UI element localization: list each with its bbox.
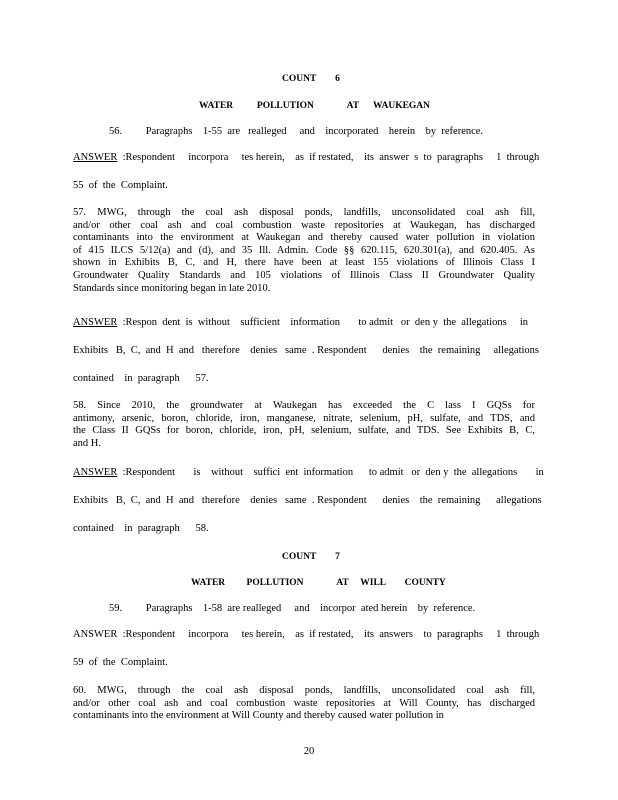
paragraph-58: 58. Since 2010, the groundwater at Waukegan has exceeded the C lass I GQSs for antimony, arsenic, boron, chloride, iron, manganese, nitrate, selenium, pH, sulfate, and TDS, and the Class II GQSs for boron, chloride, iron, pH, selenium, sulfate, and TDS. See Exhibits B, C, and H. — [73, 400, 535, 449]
count-6-subtitle: WATER POLLUTION AT WAUKEGAN — [199, 101, 431, 111]
answer-58-line-3: contained in paragraph 58. — [73, 523, 209, 534]
answer-57-line-3: contained in paragraph 57. — [73, 373, 209, 384]
paragraph-59: 59. Paragraphs 1-58 are realleged and incorpor ated herein by reference. — [109, 603, 476, 614]
answer-57-line-2: Exhibits B, C, and H and therefore denies same . Respondent denies the remaining allegations — [73, 345, 539, 356]
answer-label: ANSWER — [73, 467, 118, 478]
count-7-title: COUNT 7 — [282, 552, 340, 562]
answer-56-line-2: 55 of the Complaint. — [73, 180, 168, 191]
answer-59-line-2: 59 of the Complaint. — [73, 657, 168, 668]
answer-59-line-1: ANSWER :Respondent incorpora tes herein, as if restated, its answers to paragraphs 1 through — [73, 629, 540, 640]
answer-label: ANSWER — [73, 629, 118, 640]
count-7-subtitle: WATER POLLUTION AT WILL COUNTY — [191, 578, 446, 588]
answer-58-line-1: ANSWER :Respondent is without suffici ent information to admit or den y the allegations in — [73, 467, 544, 478]
paragraph-57: 57. MWG, through the coal ash disposal ponds, landfills, unconsolidated coal ash fill, and/or other coal ash and coal combustion waste repositories at Waukegan, has discharged contaminants into the environment at Waukegan and thereby caused water pollution in violation of 415 ILCS 5/12(a) and (d), and 35 Ill. Admin. Code §§ 620.115, 620.301(a), and 620.405. As shown in Exhibits B, C, and H, there have been at least 155 violations of Illinois Class I Groundwater Quality Standards and 105 violations of Illinois Class II Groundwater Quality Standards since monitoring began in late 2010. — [73, 207, 535, 294]
answer-label: ANSWER — [73, 317, 118, 328]
paragraph-56: 56. Paragraphs 1-55 are realleged and incorporated herein by reference. — [109, 126, 484, 137]
answer-58-line-2: Exhibits B, C, and H and therefore denies same . Respondent denies the remaining allegations — [73, 495, 542, 506]
paragraph-60: 60. MWG, through the coal ash disposal ponds, landfills, unconsolidated coal ash fill, and/or other coal ash and coal combustion waste repositories at Will County, has discharged contaminants into the environment at Will County and thereby caused water pollution in — [73, 685, 535, 722]
count-6-title: COUNT 6 — [282, 74, 340, 84]
answer-56-line-1: ANSWER :Respondent incorpora tes herein, as if restated, its answer s to paragraphs 1 through — [73, 152, 540, 163]
page-number: 20 — [303, 746, 315, 757]
answer-57-line-1: ANSWER :Respon dent is without sufficient information to admit or den y the allegations in — [73, 317, 529, 328]
answer-label: ANSWER — [73, 152, 118, 163]
